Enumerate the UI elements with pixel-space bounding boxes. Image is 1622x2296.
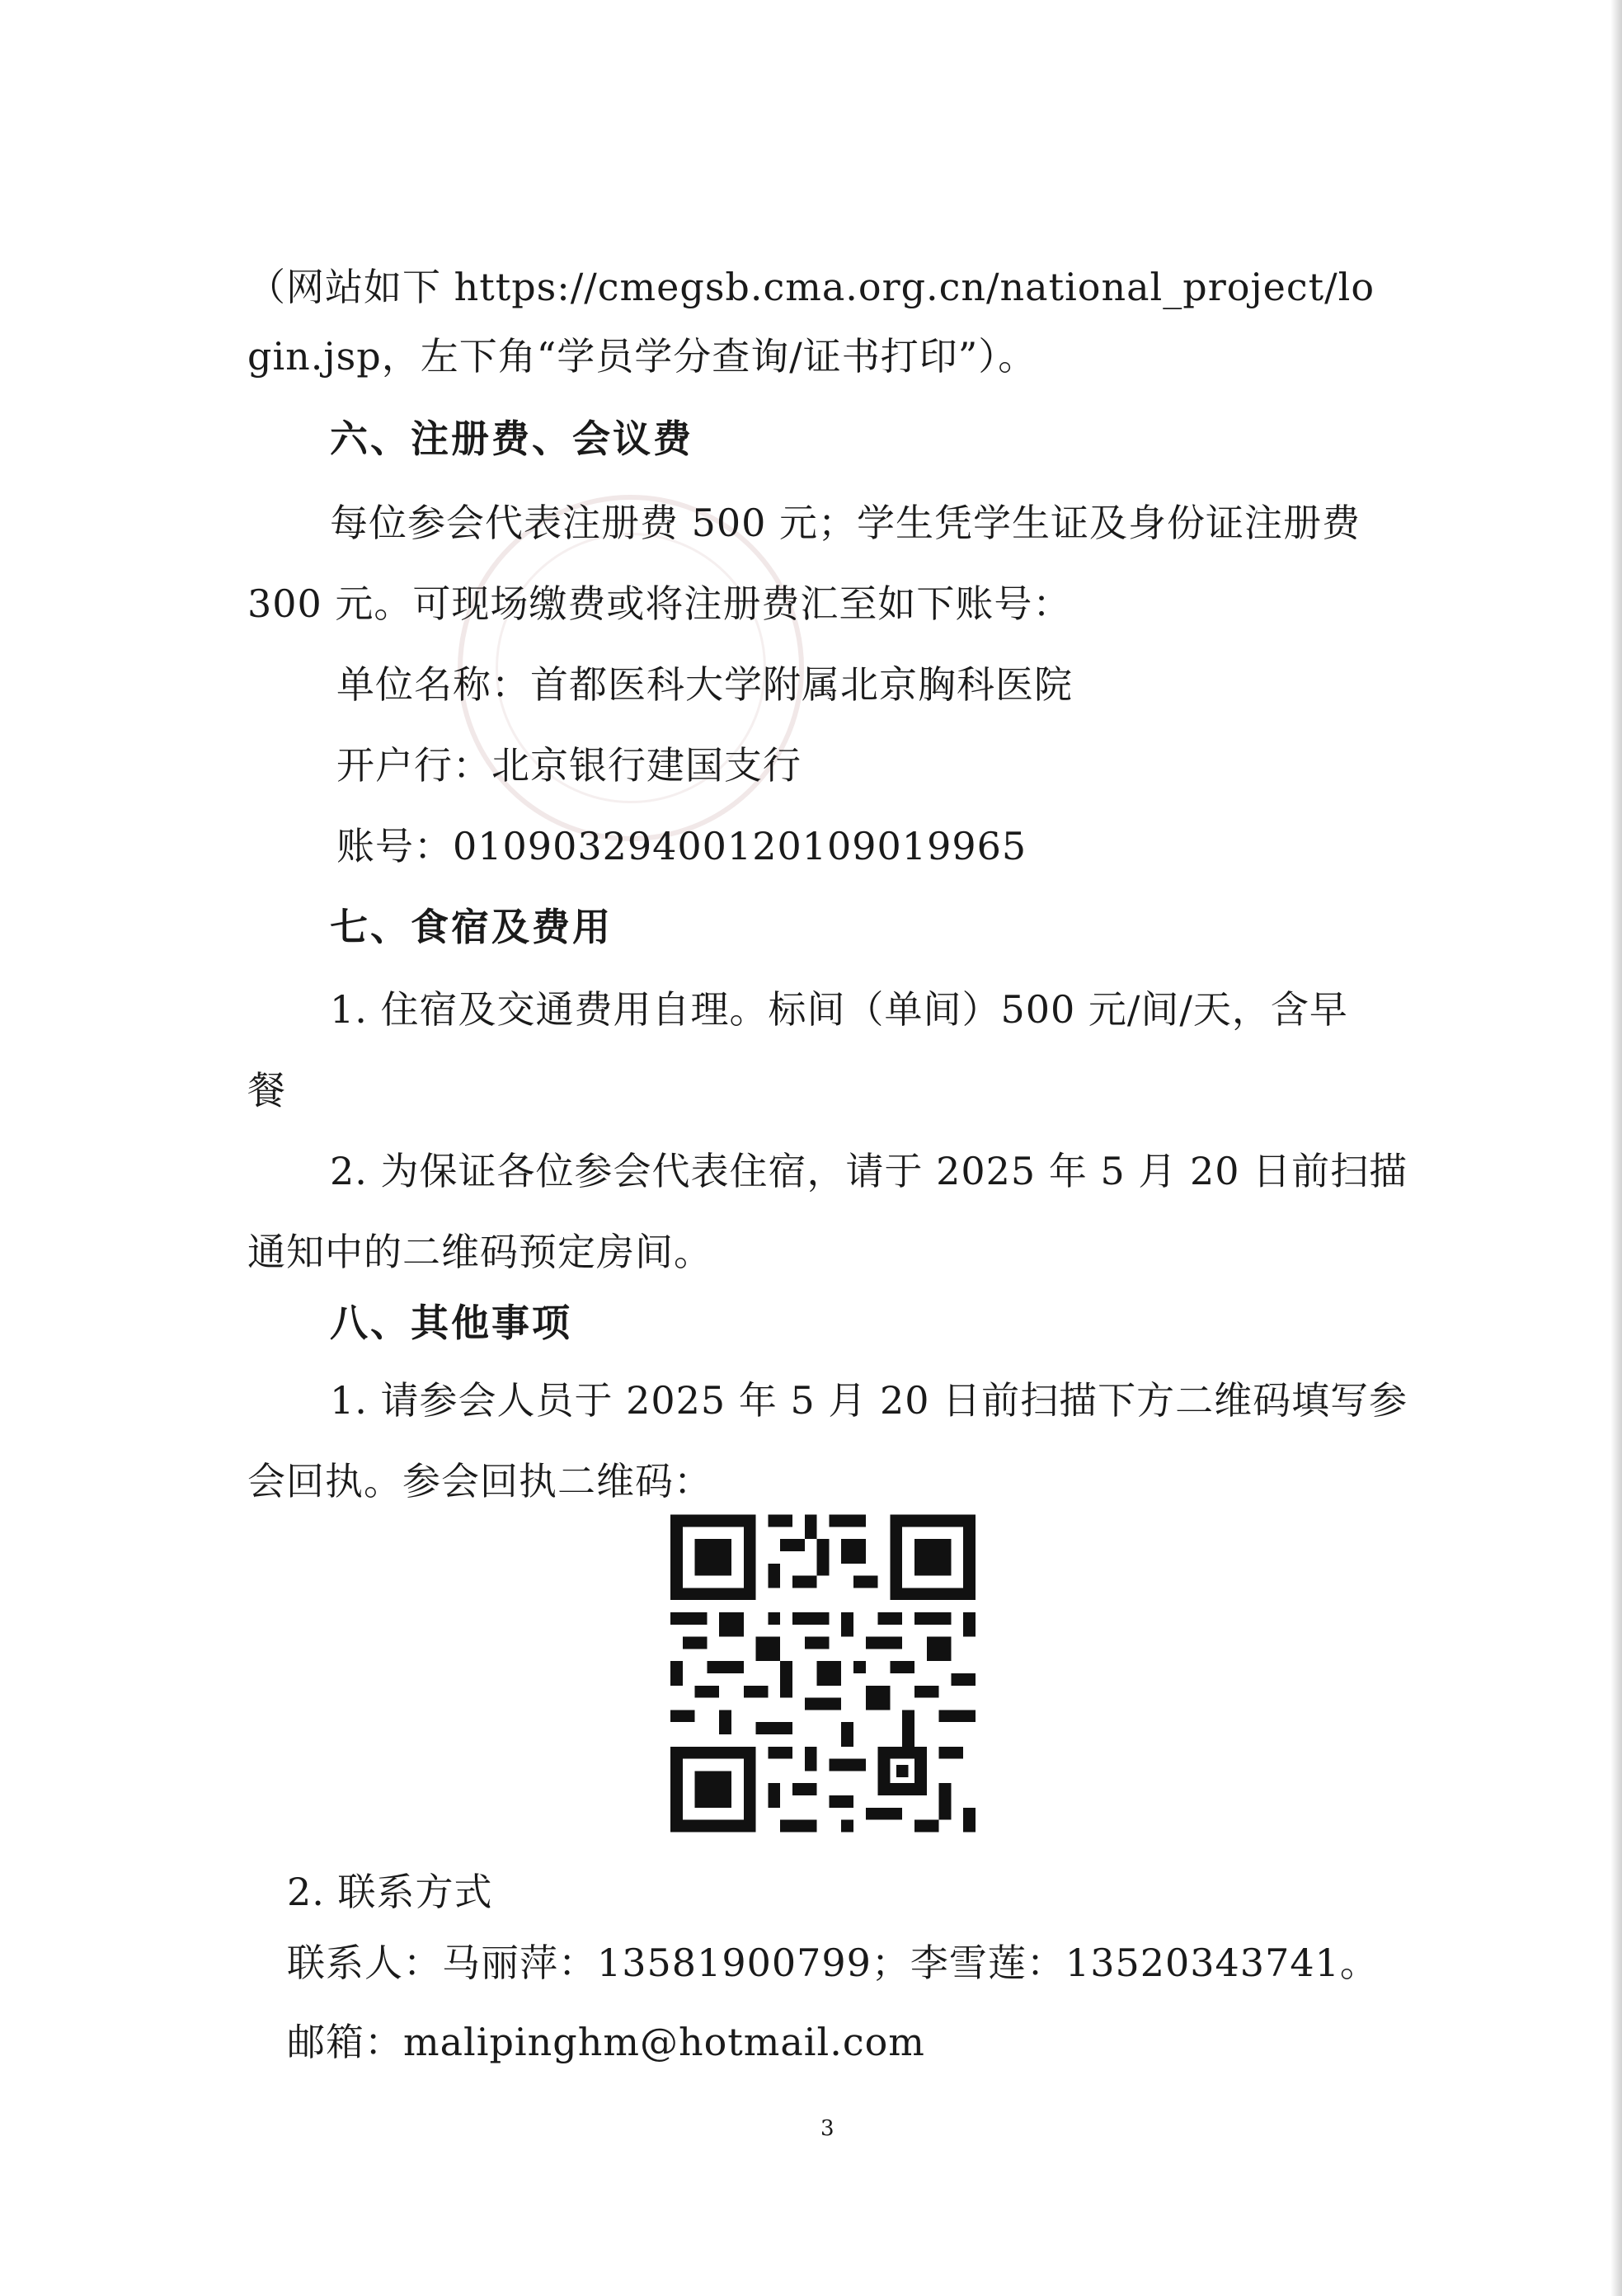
contact-heading: 2. 联系方式 <box>287 1870 493 1914</box>
lodging-item-1-line-1: 1. 住宿及交通费用自理。标间（单间）500 元/间/天，含早 <box>330 987 1348 1032</box>
account-number: 账号：01090329400120109019965 <box>336 824 1027 868</box>
website-line-2: gin.jsp，左下角“学员学分查询/证书打印”）。 <box>247 334 1037 379</box>
contact-email: 邮箱：malipinghm@hotmail.com <box>287 2020 925 2064</box>
contact-persons: 联系人：马丽萍：13581900799；李雪莲：13520343741。 <box>287 1941 1379 1985</box>
page-number: 3 <box>820 2116 835 2141</box>
lodging-item-1-line-2: 餐 <box>247 1068 286 1113</box>
account-bank: 开户行：北京银行建国支行 <box>336 743 802 788</box>
section-7-heading: 七、食宿及费用 <box>330 905 613 949</box>
fee-line-1: 每位参会代表注册费 500 元；学生凭学生证及身份证注册费 <box>330 501 1361 545</box>
section-8-heading: 八、其他事项 <box>330 1301 572 1345</box>
fee-line-2: 300 元。可现场缴费或将注册费汇至如下账号： <box>247 581 1072 626</box>
section-6-heading: 六、注册费、会议费 <box>330 416 693 461</box>
lodging-item-2-line-2: 通知中的二维码预定房间。 <box>247 1230 712 1274</box>
qr-code-icon <box>670 1514 976 1833</box>
lodging-item-2-line-1: 2. 为保证各位参会代表住宿，请于 2025 年 5 月 20 日前扫描 <box>330 1149 1408 1193</box>
scan-edge-shadow <box>1610 0 1622 2296</box>
other-item-1-line-1: 1. 请参会人员于 2025 年 5 月 20 日前扫描下方二维码填写参 <box>330 1378 1408 1423</box>
other-item-1-line-2: 会回执。参会回执二维码： <box>247 1459 712 1503</box>
account-unit-name: 单位名称：首都医科大学附属北京胸科医院 <box>336 662 1073 707</box>
website-line-1: （网站如下 https://cmegsb.cma.org.cn/national_project/lo <box>247 265 1375 309</box>
